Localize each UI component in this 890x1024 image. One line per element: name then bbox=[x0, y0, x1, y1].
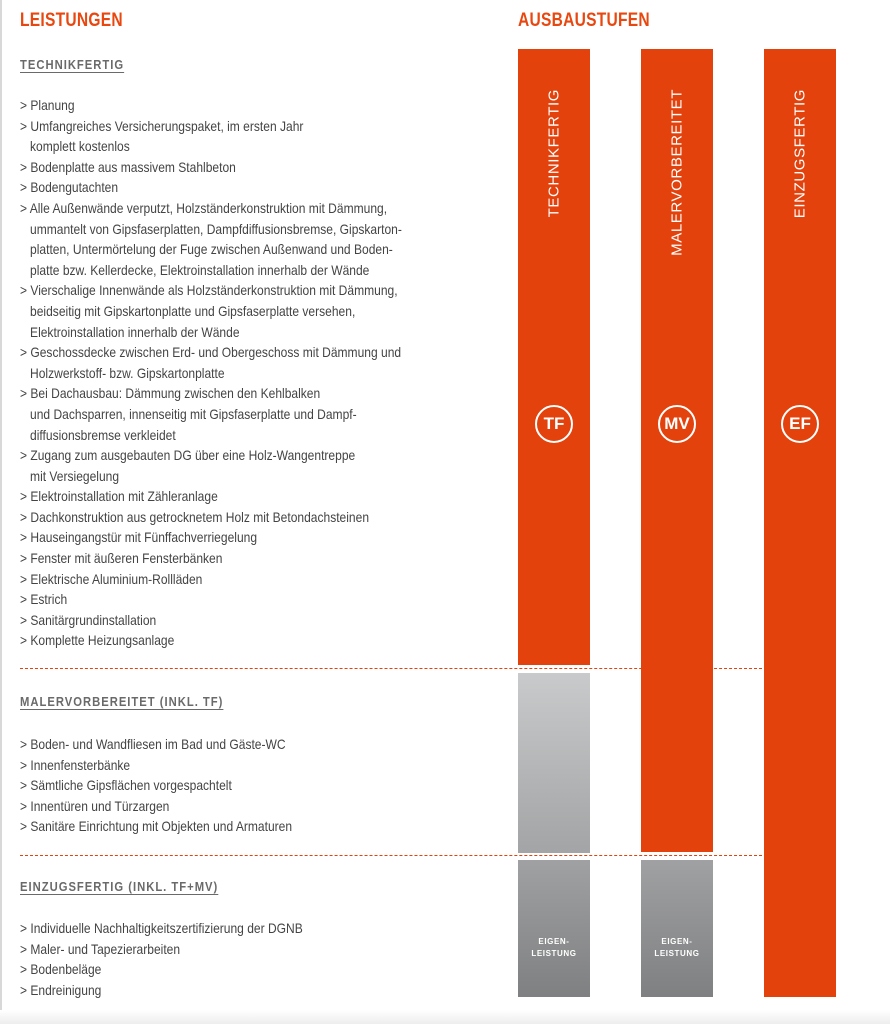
list-item: > Bodenbeläge bbox=[20, 961, 102, 978]
technikfertig-list bbox=[20, 95, 402, 651]
list-item: > Estrich bbox=[20, 591, 68, 608]
list-item: mit Versiegelung bbox=[20, 467, 120, 484]
list-item: platten, Untermörtelung der Fuge zwischen Außenwand und Boden- bbox=[20, 241, 393, 258]
list-item: > Sämtliche Gipsflächen vorgespachtelt bbox=[20, 777, 232, 794]
mv-eigenleistung-bar bbox=[641, 860, 713, 997]
list-item: > Bei Dachausbau: Dämmung zwischen den Kehlbalken bbox=[20, 385, 321, 402]
leistungen-heading: LEISTUNGEN bbox=[20, 10, 123, 31]
list-item: > Innentüren und Türzargen bbox=[20, 797, 170, 814]
einzugsfertig-bar-label: EINZUGSFERTIG bbox=[791, 89, 809, 219]
section-divider-1 bbox=[20, 668, 762, 669]
einzugsfertig-bar bbox=[764, 49, 836, 997]
list-item: > Geschossdecke zwischen Erd- und Obergeschoss mit Dämmung und bbox=[20, 344, 402, 361]
mv-eigenleistung-label: EIGEN- LEISTUNG bbox=[654, 937, 700, 958]
list-item: > Umfangreiches Versicherungspaket, im ersten Jahr bbox=[20, 117, 304, 134]
list-item: > Alle Außenwände verputzt, Holzständerkonstruktion mit Dämmung, bbox=[20, 199, 388, 216]
malervorbereitet-bar bbox=[641, 49, 713, 852]
list-item: platte bzw. Kellerdecke, Elektroinstallation innerhalb der Wände bbox=[20, 261, 370, 278]
section-divider-2 bbox=[20, 855, 762, 856]
list-item: > Planung bbox=[20, 97, 75, 113]
list-item: > Maler- und Tapezierarbeiten bbox=[20, 940, 181, 957]
list-item: > Zugang zum ausgebauten DG über eine Holz-Wangentreppe bbox=[20, 447, 356, 464]
list-item: > Boden- und Wandfliesen im Bad und Gäste-WC bbox=[20, 736, 286, 752]
list-item: > Endreinigung bbox=[20, 981, 102, 998]
technikfertig-bar-label: TECHNIKFERTIG bbox=[545, 89, 563, 218]
list-item: beidseitig mit Gipskartonplatte und Gipsfaserplatte versehen, bbox=[20, 302, 356, 319]
mv-badge: MV bbox=[658, 405, 696, 443]
list-item: > Elektroinstallation mit Zähleranlage bbox=[20, 488, 218, 505]
list-item: > Sanitärgrundinstallation bbox=[20, 611, 157, 628]
malervorbereitet-list bbox=[20, 734, 292, 837]
technikfertig-bar bbox=[518, 49, 590, 665]
list-item: ummantelt von Gipsfaserplatten, Dampfdiffusionsbremse, Gipskarton- bbox=[20, 220, 402, 237]
list-item: > Bodenplatte aus massivem Stahlbeton bbox=[20, 158, 236, 175]
ausbaustufen-heading: AUSBAUSTUFEN bbox=[518, 10, 650, 31]
tf-eigenleistung-bar bbox=[518, 860, 590, 997]
list-item: diffusionsbremse verkleidet bbox=[20, 426, 176, 443]
list-item: > Individuelle Nachhaltigkeitszertifizierung der DGNB bbox=[20, 920, 303, 936]
section-title-malervorbereitet: MALERVORBEREITET (INKL. TF) bbox=[20, 695, 224, 709]
malervorbereitet-bar-label: MALERVORBEREITET bbox=[668, 89, 686, 256]
section-title-einzugsfertig: EINZUGSFERTIG (INKL. TF+MV) bbox=[20, 880, 219, 894]
einzugsfertig-list bbox=[20, 918, 303, 1000]
tf-malervorbereitet-grey-bar bbox=[518, 673, 590, 853]
list-item: > Elektrische Aluminium-Rollläden bbox=[20, 570, 203, 587]
list-item: und Dachsparren, innenseitig mit Gipsfaserplatte und Dampf- bbox=[20, 405, 357, 422]
ef-badge: EF bbox=[781, 405, 819, 443]
list-item: > Vierschalige Innenwände als Holzständerkonstruktion mit Dämmung, bbox=[20, 282, 398, 299]
list-item: > Bodengutachten bbox=[20, 179, 119, 196]
tf-eigenleistung-label: EIGEN- LEISTUNG bbox=[531, 937, 577, 958]
list-item: komplett kostenlos bbox=[20, 138, 130, 155]
list-item: Elektroinstallation innerhalb der Wände bbox=[20, 323, 240, 340]
tf-badge: TF bbox=[535, 405, 573, 443]
left-border bbox=[0, 0, 2, 1024]
list-item: > Hauseingangstür mit Fünffachverriegelung bbox=[20, 529, 258, 546]
list-item: > Innenfensterbänke bbox=[20, 756, 131, 773]
list-item: > Komplette Heizungsanlage bbox=[20, 632, 175, 649]
bottom-edge bbox=[0, 1010, 890, 1024]
list-item: > Fenster mit äußeren Fensterbänken bbox=[20, 550, 223, 567]
list-item: > Dachkonstruktion aus getrocknetem Holz mit Betondachsteinen bbox=[20, 508, 370, 525]
section-title-technikfertig: TECHNIKFERTIG bbox=[20, 58, 125, 72]
list-item: Holzwerkstoff- bzw. Gipskartonplatte bbox=[20, 364, 225, 381]
list-item: > Sanitäre Einrichtung mit Objekten und Armaturen bbox=[20, 818, 293, 835]
